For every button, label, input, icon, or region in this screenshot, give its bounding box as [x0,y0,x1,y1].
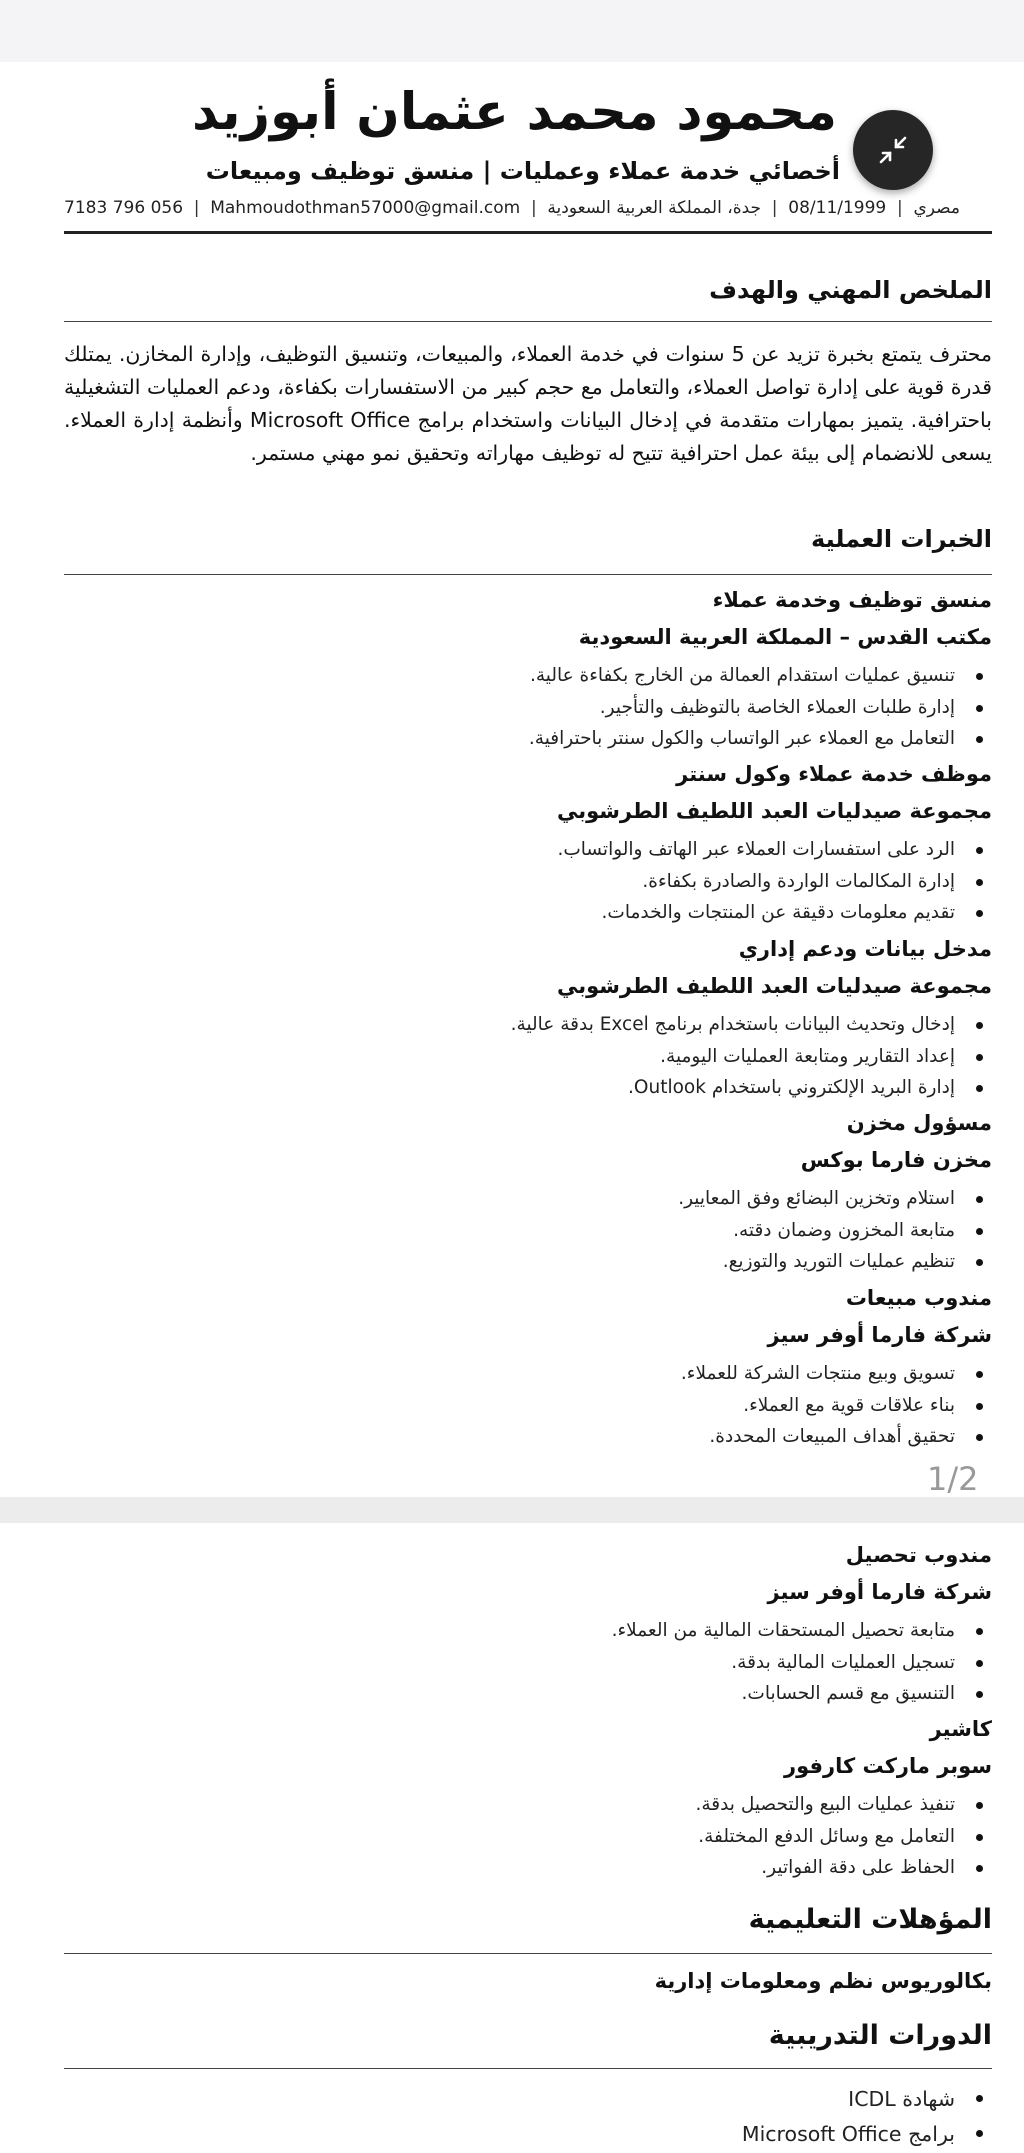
header-divider [64,231,992,234]
resume-page-1 [0,62,1024,1497]
list-item: تسجيل العمليات المالية بدقة. [612,1647,992,1679]
list-item: التعامل مع وسائل الدفع المختلفة. [695,1821,992,1853]
email[interactable]: Mahmoudothman57000@gmail.com [210,198,521,218]
list-item: إدارة البريد الإلكتروني باستخدام Outlook. [511,1072,992,1104]
list-item: متابعة تحصيل المستحقات المالية من العملاء. [612,1615,992,1647]
job-duties [511,1009,992,1104]
list-item: التنسيق مع قسم الحسابات. [612,1678,992,1710]
education-heading: المؤهلات التعليمية [748,1904,992,1935]
job-company: سوبر ماركت كارفور [783,1754,992,1778]
list-item: بناء علاقات قوية مع العملاء. [681,1390,992,1422]
birthdate: 08/11/1999 [788,198,887,218]
list-item: تحقيق أهداف المبيعات المحددة. [681,1421,992,1453]
job-company: مجموعة صيدليات العبد اللطيف الطرشوبي [556,974,992,998]
list-item: استلام وتخزين البضائع وفق المعايير. [678,1183,992,1215]
list-item: إدخال وتحديث البيانات باستخدام برنامج Excel بدقة عالية. [511,1009,992,1041]
nationality: مصري [913,198,960,218]
summary-text: محترف يتمتع بخبرة تزيد عن 5 سنوات في خدمة العملاء، والمبيعات، وتنسيق التوظيف، وإدارة المخازن. يمتلك قدرة قوية على إدارة تواصل العملاء، والتعامل مع حجم كبير من الاستفسارات بكفاءة، ودعم العمليات التشغيلية باحترافية. يتميز بمهارات متقدمة في إدخال البيانات واستخدام برامج Microsoft Office وأنظمة إدارة العملاء. يسعى للانضمام إلى بيئة عمل احترافية تتيح له توظيف مهاراته وتحقيق نمو مهني مستمر. [64,342,992,465]
section-divider [64,2068,992,2069]
job-company: مكتب القدس – المملكة العربية السعودية [578,625,992,649]
list-item: تقديم معلومات دقيقة عن المنتجات والخدمات. [558,897,993,929]
list-item: متابعة المخزون وضمان دقته. [678,1215,992,1247]
list-item: إدارة طلبات العملاء الخاصة بالتوظيف والتأجير. [529,692,992,724]
job-title: منسق توظيف وخدمة عملاء [712,588,992,612]
list-item: الحفاظ على دقة الفواتير. [695,1852,992,1884]
candidate-name: محمود محمد عثمان أبوزيد [191,83,837,142]
job-company: مخزن فارما بوكس [800,1148,992,1172]
list-item: إدارة المكالمات الواردة والصادرة بكفاءة. [558,866,993,898]
separator: | [771,198,778,218]
candidate-title: أخصائي خدمة عملاء وعمليات | منسق توظيف ومبيعات [205,157,840,185]
list-item: برامج Microsoft Office [742,2117,992,2152]
job-title: موظف خدمة عملاء وكول سنتر [676,762,992,786]
job-title: مدخل بيانات ودعم إداري [738,937,992,961]
job-duties [678,1183,992,1278]
experience-heading: الخبرات العملية [811,525,992,553]
job-company: مجموعة صيدليات العبد اللطيف الطرشوبي [556,799,992,823]
summary-heading: الملخص المهني والهدف [709,276,992,304]
job-duties [612,1615,992,1710]
list-item: شهادة ICDL [742,2082,992,2117]
job-duties [529,660,992,755]
section-divider [64,574,992,575]
degree: بكالوريوس نظم ومعلومات إدارية [654,1969,992,1993]
phone[interactable]: 056 796 7183 [64,198,184,218]
list-item: تنظيم عمليات التوريد والتوزيع. [678,1246,992,1278]
list-item: تنسيق عمليات استقدام العمالة من الخارج بكفاءة عالية. [529,660,992,692]
job-title: مندوب مبيعات [845,1286,992,1310]
job-duties [681,1358,992,1453]
list-item: الرد على استفسارات العملاء عبر الهاتف والواتساب. [558,834,993,866]
list-item: إعداد التقارير ومتابعة العمليات اليومية. [511,1041,992,1073]
page-number: 1/2 [927,1460,979,1497]
list-item: تسويق وبيع منتجات الشركة للعملاء. [681,1358,992,1390]
separator: | [530,198,537,218]
collapse-arrows-icon [877,134,909,166]
courses-heading: الدورات التدريبية [768,2020,992,2051]
viewer-top-bar [0,0,1024,62]
resume-page-2 [0,1523,1024,2153]
location: جدة، المملكة العربية السعودية [547,198,762,218]
section-divider [64,321,992,322]
job-company: شركة فارما أوفر سيز [767,1323,992,1347]
job-duties [558,834,993,929]
job-title: مندوب تحصيل [845,1543,992,1567]
separator: | [193,198,200,218]
courses-list [742,2082,992,2152]
separator: | [896,198,903,218]
job-company: شركة فارما أوفر سيز [767,1580,992,1604]
section-divider [64,1953,992,1954]
list-item: التعامل مع العملاء عبر الواتساب والكول سنتر باحترافية. [529,723,992,755]
contact-line [64,198,960,218]
job-title: مسؤول مخزن [846,1111,992,1135]
job-duties [695,1789,992,1884]
job-title: كاشير [929,1717,992,1741]
list-item: تنفيذ عمليات البيع والتحصيل بدقة. [695,1789,992,1821]
collapse-button[interactable] [853,110,933,190]
